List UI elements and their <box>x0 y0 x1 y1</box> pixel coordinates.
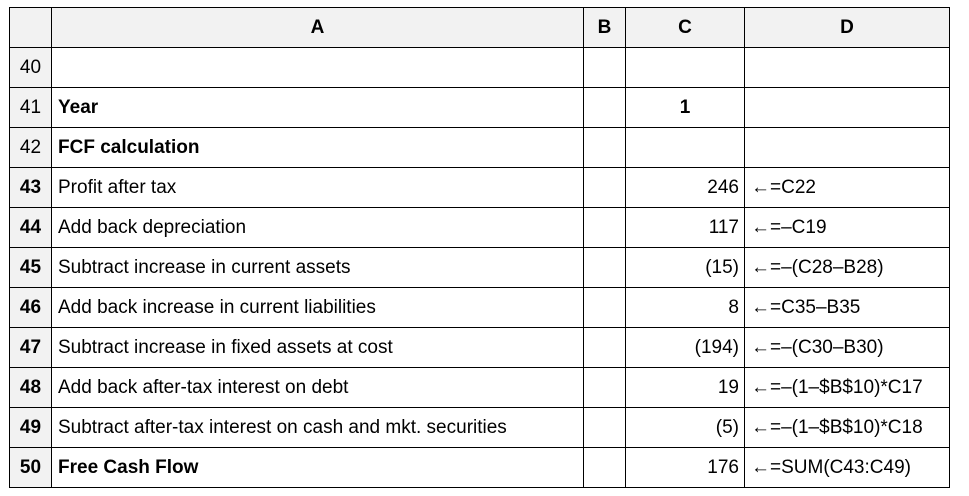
cell-d[interactable]: ←=–(1–$B$10)*C18 <box>745 408 950 448</box>
cell-a[interactable]: Subtract after-tax interest on cash and mkt. securities <box>52 408 584 448</box>
cell-d[interactable]: ←=–(C30–B30) <box>745 328 950 368</box>
row-header[interactable]: 40 <box>10 48 52 88</box>
cell-c[interactable]: 19 <box>626 368 745 408</box>
cell-c[interactable]: 117 <box>626 208 745 248</box>
table-row <box>10 288 950 328</box>
row-header[interactable]: 44 <box>10 208 52 248</box>
cell-c[interactable] <box>626 48 745 88</box>
row-header[interactable]: 45 <box>10 248 52 288</box>
cell-a[interactable]: Add back increase in current liabilities <box>52 288 584 328</box>
row-header[interactable]: 43 <box>10 168 52 208</box>
cell-c[interactable]: (194) <box>626 328 745 368</box>
row-header[interactable]: 46 <box>10 288 52 328</box>
cell-c[interactable]: 176 <box>626 448 745 488</box>
column-header-d[interactable]: D <box>745 8 950 48</box>
select-all-corner[interactable] <box>10 8 52 48</box>
cell-a[interactable]: Free Cash Flow <box>52 448 584 488</box>
cell-a[interactable]: Add back depreciation <box>52 208 584 248</box>
cell-d[interactable]: ←=SUM(C43:C49) <box>745 448 950 488</box>
cell-d[interactable]: ←=–(C28–B28) <box>745 248 950 288</box>
table-row <box>10 128 950 168</box>
cell-a[interactable]: Subtract increase in current assets <box>52 248 584 288</box>
cell-b[interactable] <box>584 368 626 408</box>
cell-a[interactable]: Profit after tax <box>52 168 584 208</box>
row-header[interactable]: 42 <box>10 128 52 168</box>
row-header[interactable]: 41 <box>10 88 52 128</box>
table-row <box>10 88 950 128</box>
cell-d[interactable]: ←=–C19 <box>745 208 950 248</box>
cell-b[interactable] <box>584 88 626 128</box>
table-row <box>10 208 950 248</box>
row-header[interactable]: 49 <box>10 408 52 448</box>
cell-d[interactable] <box>745 88 950 128</box>
cell-b[interactable] <box>584 248 626 288</box>
cell-c[interactable] <box>626 128 745 168</box>
cell-b[interactable] <box>584 48 626 88</box>
table-row <box>10 368 950 408</box>
row-header[interactable]: 47 <box>10 328 52 368</box>
cell-a[interactable] <box>52 48 584 88</box>
sheet-body <box>10 48 950 488</box>
row-header[interactable]: 50 <box>10 448 52 488</box>
cell-c[interactable]: (5) <box>626 408 745 448</box>
cell-b[interactable] <box>584 208 626 248</box>
table-row <box>10 48 950 88</box>
cell-b[interactable] <box>584 328 626 368</box>
column-header-a[interactable]: A <box>52 8 584 48</box>
cell-a[interactable]: FCF calculation <box>52 128 584 168</box>
cell-b[interactable] <box>584 408 626 448</box>
cell-c[interactable]: 8 <box>626 288 745 328</box>
table-row <box>10 248 950 288</box>
cell-b[interactable] <box>584 128 626 168</box>
cell-b[interactable] <box>584 168 626 208</box>
cell-d[interactable]: ←=C22 <box>745 168 950 208</box>
cell-b[interactable] <box>584 288 626 328</box>
cell-d[interactable]: ←=–(1–$B$10)*C17 <box>745 368 950 408</box>
cell-a[interactable]: Add back after-tax interest on debt <box>52 368 584 408</box>
table-row <box>10 408 950 448</box>
cell-c[interactable]: 246 <box>626 168 745 208</box>
cell-d[interactable] <box>745 128 950 168</box>
cell-c[interactable]: (15) <box>626 248 745 288</box>
table-row <box>10 328 950 368</box>
cell-a[interactable]: Year <box>52 88 584 128</box>
row-header[interactable]: 48 <box>10 368 52 408</box>
cell-c[interactable]: 1 <box>626 88 745 128</box>
cell-a[interactable]: Subtract increase in fixed assets at cost <box>52 328 584 368</box>
column-header-row <box>10 8 950 48</box>
column-header-b[interactable]: B <box>584 8 626 48</box>
spreadsheet-grid <box>9 7 950 488</box>
column-header-c[interactable]: C <box>626 8 745 48</box>
cell-d[interactable] <box>745 48 950 88</box>
table-row <box>10 168 950 208</box>
cell-b[interactable] <box>584 448 626 488</box>
table-row <box>10 448 950 488</box>
cell-d[interactable]: ←=C35–B35 <box>745 288 950 328</box>
